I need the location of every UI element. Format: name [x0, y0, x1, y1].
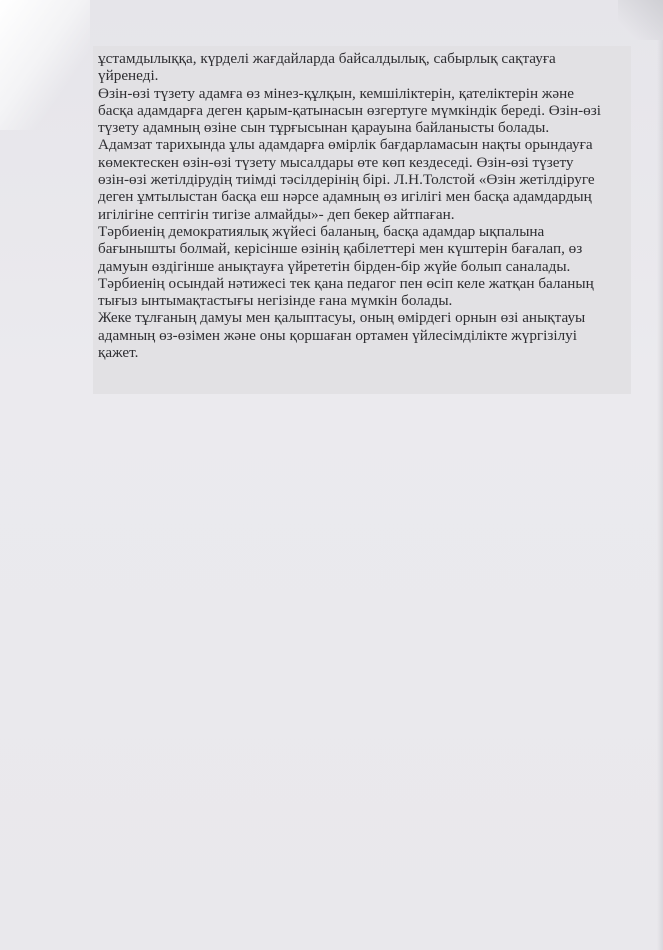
- paper-edge: [657, 40, 663, 950]
- text-line: дамуын өздігінше анықтауға үйрететін бірден-бір жүйе болып саналады.: [98, 257, 571, 275]
- text-line: қажет.: [98, 344, 139, 362]
- text-line: адамның өз-өзімен және оны қоршаған ортамен үйлесімділікте жүргізілуі: [98, 326, 577, 344]
- text-line: тығыз ынтымақтастығы негізінде ғана мүмкін болады.: [98, 292, 453, 310]
- text-line: игілігіне септігін тигізе алмайды»- деп бекер айтпаған.: [98, 205, 455, 223]
- text-line: ұстамдылыққа, күрделі жағдайларда байсалдылық, сабырлық сақтауға: [98, 50, 556, 67]
- text-line: Жеке тұлғаның дамуы мен қалыптасуы, оның өмірдегі орнын өзі анықтауы: [98, 309, 586, 327]
- text-line: басқа адамдарға деген қарым-қатынасын өзгертуге мүмкіндік береді. Өзін-өзі: [98, 101, 601, 119]
- text-line: үйренеді.: [98, 67, 159, 85]
- paper-corner-shadow: [618, 0, 663, 40]
- text-line: деген ұмтылыстан басқа еш нәрсе адамның өз игілігі мен басқа адамдардың: [98, 188, 592, 206]
- text-line: түзету адамның өзіне сын тұрғысынан қарауына байланысты болады.: [98, 119, 550, 137]
- text-line: Адамзат тарихында ұлы адамдарға өмірлік бағдарламасын нақты орындауға: [98, 136, 593, 154]
- paper-corner-highlight: [0, 0, 90, 130]
- text-line: өзін-өзі жетілдірудің тиімді тәсілдерінің бірі. Л.Н.Толстой «Өзін жетілдіруге: [98, 171, 595, 189]
- text-line: Тәрбиенің осындай нәтижесі тек қана педагог пен өсіп келе жатқан баланың: [98, 274, 594, 292]
- text-line: Тәрбиенің демократиялық жүйесі баланың, басқа адамдар ықпалына: [98, 222, 545, 240]
- text-line: бағынышты болмай, керісінше өзінің қабілеттері мен күштерін бағалап, өз: [98, 240, 583, 258]
- text-line: Өзін-өзі түзету адамға өз мінез-құлқын, кемшіліктерін, қателіктерін және: [98, 84, 575, 102]
- text-line: көмектескен өзін-өзі түзету мысалдары өте көп кездеседі. Өзін-өзі түзету: [98, 153, 574, 171]
- document-body: [98, 50, 634, 361]
